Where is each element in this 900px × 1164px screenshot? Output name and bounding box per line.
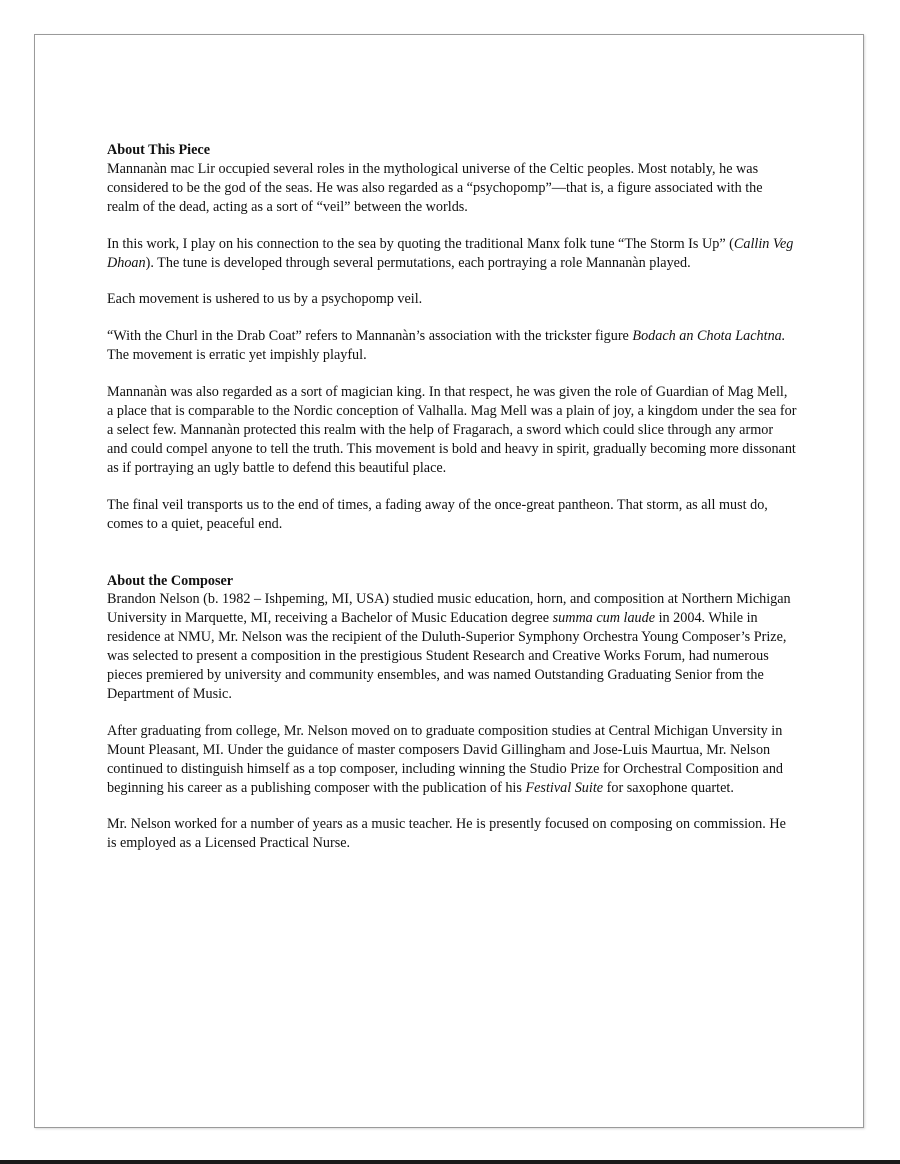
tune-title-italic: Callin Veg Dhoan (107, 235, 794, 271)
composer-paragraph-2-text-a: After graduating from college, Mr. Nelson moved on to graduate composition studies at Central Michigan Unversity in Mount Pleasant, MI. Under the guidance of master composers David Gillingham and Jose-Luis Maurtua, Mr. Nelson continued to distinguish himself as a top composer, including winning the Studio Prize for Orchestral Composition and beginning his career as a publishing composer with the publication of his (107, 722, 784, 796)
piece-paragraph-1: Mannanàn mac Lir occupied several roles in the mythological universe of the Celtic peoples. Most notably, he was considered to be the god of the seas. He was also regarded as a “psychopomp”—that is, a figure associated with the realm of the dead, acting as a sort of “veil” between the worlds. (107, 160, 763, 215)
section-spacer (107, 552, 797, 572)
piece-paragraph-4-text-a: “With the Churl in the Drab Coat” refers to Mannanàn’s association with the trickster figure (107, 328, 633, 345)
page-content (107, 141, 797, 871)
composer-paragraph-1-text-a: Brandon Nelson (b. 1982 – Ishpeming, MI, USA) studied music education, horn, and composition at Northern Michigan University in Marquette, MI, receiving a Bachelor of Music Education degree (107, 591, 791, 627)
trickster-name-italic: Bodach an Chota Lachtna. (632, 328, 786, 345)
composer-paragraph-2-text-b: for saxophone quartet. (603, 779, 734, 796)
composer-paragraph-3: Mr. Nelson worked for a number of years as a music teacher. He is presently focused on composing on commission. He is employed as a Licensed Practical Nurse. (107, 816, 786, 852)
piece-paragraph-2-text-b: ). The tune is developed through several permutations, each portraying a role Mannanàn played. (145, 254, 691, 271)
about-piece-heading: About This Piece (107, 142, 210, 158)
piece-paragraph-3: Each movement is ushered to us by a psychopomp veil. (107, 291, 423, 308)
piece-paragraph-5: Mannanàn was also regarded as a sort of magician king. In that respect, he was given the role of Guardian of Mag Mell, a place that is comparable to the Nordic conception of Valhalla. Mag Mell was a plain of joy, a kingdom under the sea for a select few. Mannanàn protected this realm with the help of Fragarach, a sword which could slice through any armor and could compel anyone to tell the truth. This movement is bold and heavy in spirit, gradually becoming more dissonant as if portraying an ugly battle to defend this beautiful place. (107, 384, 797, 476)
composer-paragraph-1 (107, 590, 797, 703)
honors-italic: summa cum laude (552, 610, 656, 627)
composer-paragraph-2 (107, 722, 797, 798)
about-composer-heading: About the Composer (107, 572, 234, 589)
piece-paragraph-4 (107, 327, 797, 365)
work-title-italic: Festival Suite (525, 779, 604, 796)
bottom-edge-bar (0, 1160, 900, 1164)
document-page (34, 34, 864, 1128)
composer-paragraph-1-text-b: in 2004. While in residence at NMU, Mr. Nelson was the recipient of the Duluth-Superior Symphony Orchestra Young Composer’s Prize, was selected to present a composition in the prestigious Student Research and Creative Works Forum, had numerous pieces premiered by university and community ensembles, and was named Outstanding Graduating Senior from the Department of Music. (107, 610, 787, 702)
piece-paragraph-2-text-a: In this work, I play on his connection to the sea by quoting the traditional Manx folk tune “The Storm Is Up” ( (107, 235, 734, 252)
piece-paragraph-2 (107, 235, 797, 273)
piece-paragraph-6: The final veil transports us to the end of times, a fading away of the once-great pantheon. That storm, as all must do, comes to a quiet, peaceful end. (107, 496, 768, 532)
piece-paragraph-4-text-b: The movement is erratic yet impishly playful. (107, 347, 367, 364)
